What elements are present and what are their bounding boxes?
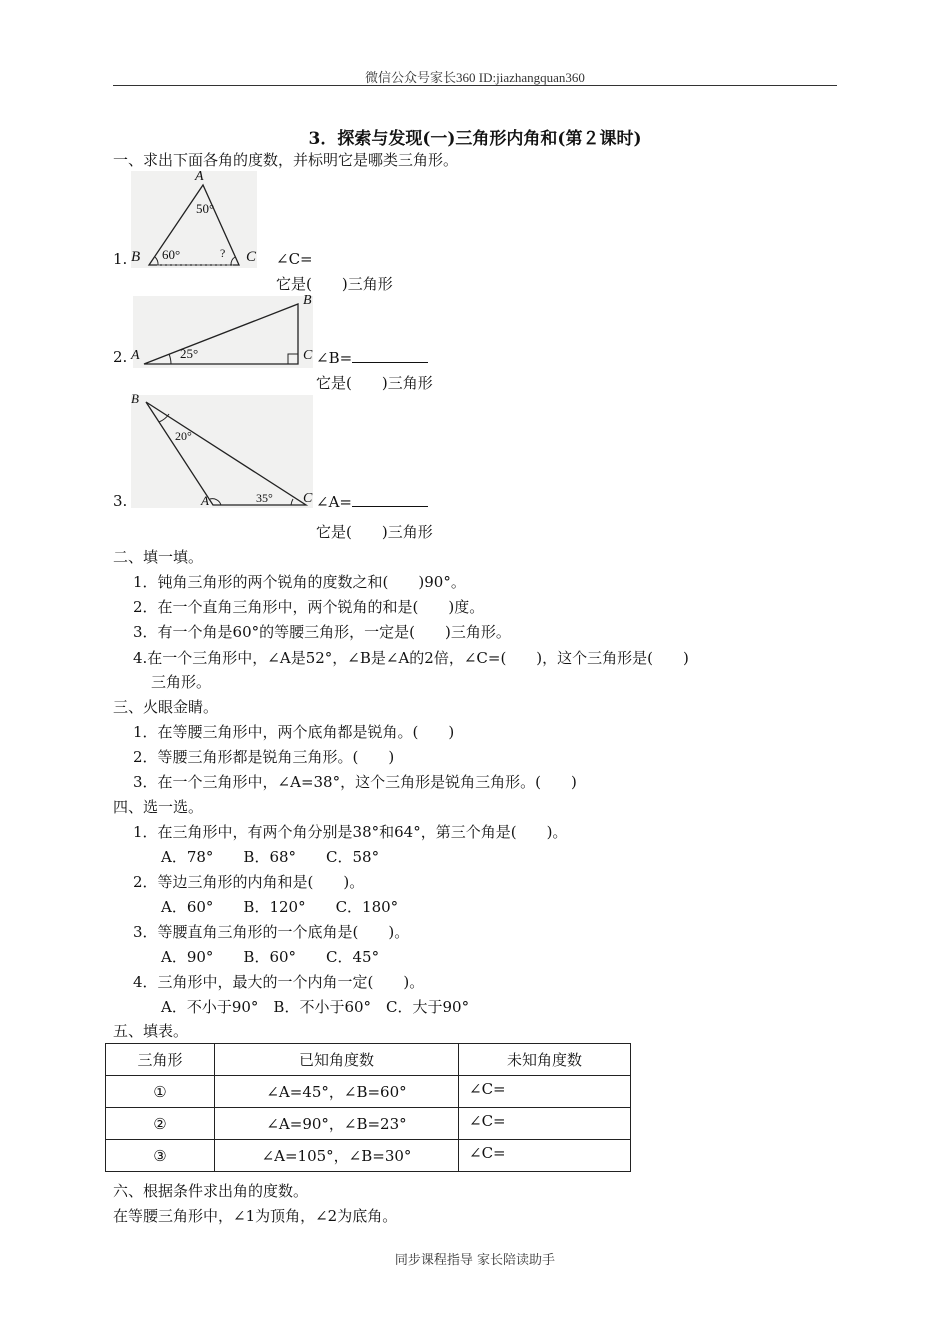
vertex-label-a: A	[131, 348, 140, 363]
table-header: 未知角度数	[459, 1044, 631, 1076]
q3-number: 3.	[113, 492, 128, 510]
question: 1．在三角形中，有两个角分别是38°和64°，第三个角是( )。	[133, 823, 568, 841]
vertex-label-b: B	[131, 249, 141, 265]
q1-type-text: 它是( )三角形	[276, 275, 393, 293]
table-row	[106, 1076, 631, 1108]
angle-label-b: 20°	[175, 429, 192, 443]
table-header-row	[106, 1044, 631, 1076]
list-item: 4.在一个三角形中，∠A是52°，∠B是∠A的2倍，∠C=( )，这个三角形是( )	[133, 649, 689, 667]
vertex-label-a: A	[201, 493, 209, 508]
table-cell: ∠A=105°，∠B=30°	[215, 1140, 459, 1172]
options: A．60° B．120° C．180°	[161, 898, 399, 916]
list-item: 3．有一个角是60°的等腰三角形，一定是( )三角形。	[133, 623, 511, 641]
section2-heading: 二、填一填。	[113, 548, 204, 566]
q2-answer-label: ∠B=	[316, 349, 353, 367]
list-item: 1．钝角三角形的两个锐角的度数之和( )90°。	[133, 573, 466, 591]
angle-label-c: 35°	[256, 491, 273, 505]
angle-label-a: 25°	[180, 346, 199, 361]
section1-heading: 一、求出下面各角的度数，并标明它是哪类三角形。	[113, 151, 459, 169]
table-header: 已知角度数	[215, 1044, 459, 1076]
vertex-label-b: B	[131, 391, 139, 406]
q1-number: 1.	[113, 250, 128, 268]
header-divider	[113, 85, 837, 86]
q3-answer-blank[interactable]	[352, 491, 428, 507]
vertex-label-c: C	[303, 491, 313, 506]
table-cell: ③	[106, 1140, 215, 1172]
options: A．78° B．68° C．58°	[161, 848, 380, 866]
vertex-label-c: C	[246, 249, 257, 265]
q2-type-text: 它是( )三角形	[316, 374, 433, 392]
list-item: 2．在一个直角三角形中，两个锐角的和是( )度。	[133, 598, 485, 616]
q3-type-text: 它是( )三角形	[316, 523, 433, 541]
list-item-continuation: 三角形。	[151, 673, 212, 691]
page-footer: 同步课程指导 家长陪读助手	[394, 1253, 556, 1268]
table-cell: ②	[106, 1108, 215, 1140]
table-row	[106, 1140, 631, 1172]
table-cell: ∠A=45°，∠B=60°	[215, 1076, 459, 1108]
table-header: 三角形	[106, 1044, 215, 1076]
section5-heading: 五、填表。	[113, 1022, 189, 1040]
section4-heading: 四、选一选。	[113, 798, 204, 816]
vertex-label-a: A	[195, 169, 204, 184]
options: A．90° B．60° C．45°	[161, 948, 380, 966]
angle-label-a: 50°	[196, 201, 215, 216]
q2-answer-blank[interactable]	[352, 347, 428, 363]
list-item: 3．在一个三角形中，∠A=38°，这个三角形是锐角三角形。( )	[133, 773, 577, 791]
triangle-figure-1	[131, 171, 257, 268]
table-row	[106, 1108, 631, 1140]
list-item: 2．等腰三角形都是锐角三角形。( )	[133, 748, 395, 766]
table-cell-answer[interactable]: ∠C=	[459, 1140, 631, 1172]
page-title: 3．探索与发现(一)三角形内角和(第２课时)	[308, 129, 642, 149]
page-header: 微信公众号家长360 ID:jiazhangquan360	[365, 70, 585, 85]
table-cell-answer[interactable]: ∠C=	[459, 1108, 631, 1140]
vertex-label-c: C	[303, 348, 313, 363]
table-cell: ∠A=90°，∠B=23°	[215, 1108, 459, 1140]
table-cell: ①	[106, 1076, 215, 1108]
q1-answer-label: ∠C=	[276, 250, 313, 268]
q3-answer-label: ∠A=	[316, 493, 352, 511]
triangle-figure-3	[131, 391, 313, 508]
section6-heading: 六、根据条件求出角的度数。	[113, 1182, 309, 1200]
question: 3．等腰直角三角形的一个底角是( )。	[133, 923, 410, 941]
angle-table	[105, 1043, 631, 1172]
vertex-label-b: B	[303, 293, 312, 308]
options: A．不小于90° B．不小于60° C．大于90°	[161, 998, 470, 1016]
section6-text: 在等腰三角形中，∠1为顶角，∠2为底角。	[113, 1207, 398, 1225]
section3-heading: 三、火眼金睛。	[113, 698, 219, 716]
angle-label-b: 60°	[162, 247, 181, 262]
list-item: 1．在等腰三角形中，两个底角都是锐角。( )	[133, 723, 455, 741]
question: 2．等边三角形的内角和是( )。	[133, 873, 365, 891]
table-cell-answer[interactable]: ∠C=	[459, 1076, 631, 1108]
triangle-figure-2	[133, 293, 313, 368]
question: 4．三角形中，最大的一个内角一定( )。	[133, 973, 425, 991]
angle-label-c: ?	[220, 246, 226, 260]
q2-number: 2.	[113, 348, 128, 366]
